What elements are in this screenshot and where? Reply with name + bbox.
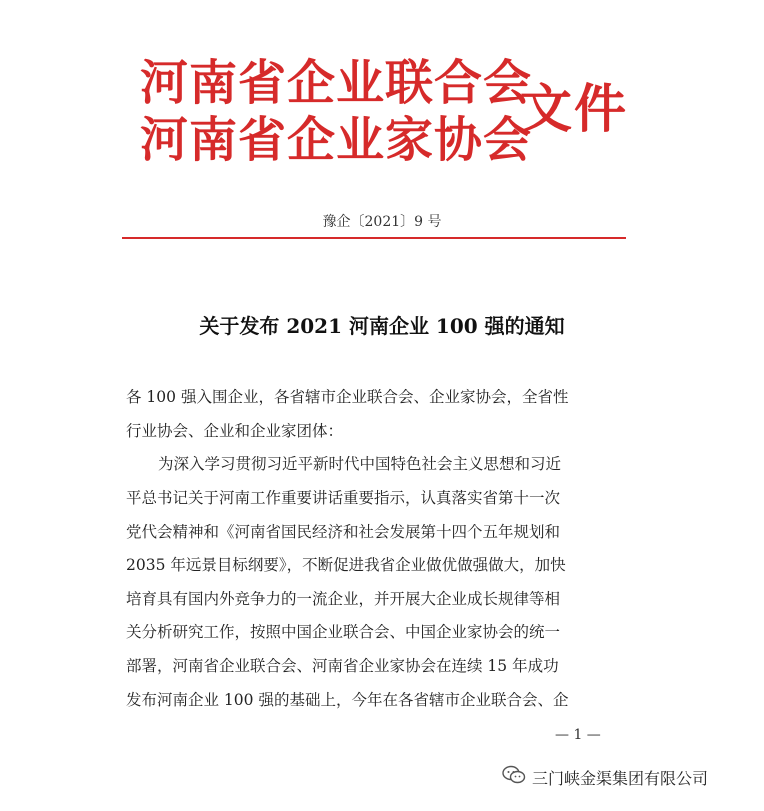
issuer-name-2: 河南省企业家协会 [140,112,533,168]
body-line: 2035 年远景目标纲要》，不断促进我省企业做优做强做大，加快 [126,556,566,574]
document-type-label: 文件 [520,79,629,140]
body-line: 为深入学习贯彻习近平新时代中国特色社会主义思想和习近 [158,455,562,473]
body-line: 培育具有国内外竞争力的一流企业，并开展大企业成长规律等相 [126,590,561,608]
body-line: 关分析研究工作，按照中国企业联合会、中国企业家协会的统一 [126,623,561,641]
page-title: 关于发布 2021 河南企业 100 强的通知 [199,314,565,338]
body-line: 平总书记关于河南工作重要讲话重要指示，认真落实省第十一次 [126,489,561,507]
body-line: 部署，河南省企业联合会、河南省企业家协会在连续 15 年成功 [126,657,559,675]
document-number: 豫企〔2021〕9 号 [322,214,442,230]
watermark-text: 三门峡金渠集团有限公司 [532,768,709,788]
wechat-icon [502,765,526,789]
body-line: 行业协会、企业和企业家团体： [126,422,344,440]
page-number: — 1 — [555,727,601,743]
issuer-name-1: 河南省企业联合会 [140,55,533,111]
body-line: 党代会精神和《河南省国民经济和社会发展第十四个五年规划和 [126,523,561,541]
red-divider [122,237,626,239]
body-line: 各 100 强入围企业，各省辖市企业联合会、企业家协会，全省性 [126,388,569,406]
account-watermark [502,765,708,789]
body-line: 发布河南企业 100 强的基础上，今年在各省辖市企业联合会、企 [126,691,569,709]
